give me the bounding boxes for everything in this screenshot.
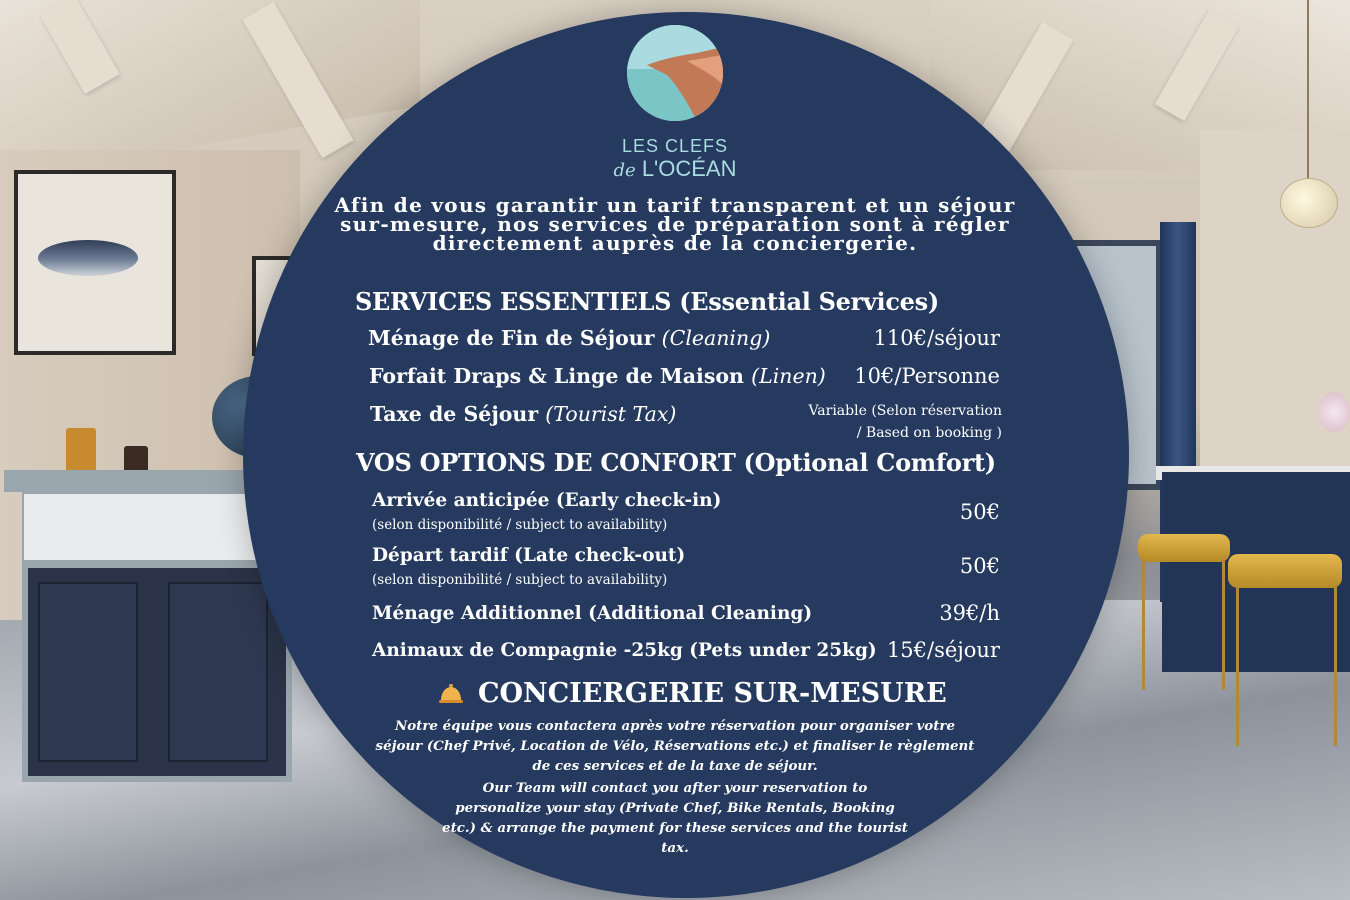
concierge-title: CONCIERGERIE SUR-MESURE (478, 678, 947, 709)
option-late-checkout: Départ tardif (Late check-out) (372, 545, 686, 566)
option-early-checkin: Arrivée anticipée (Early check-in) (372, 490, 722, 511)
concierge-heading (438, 678, 947, 709)
price-tax-line1: Variable (Selon réservation (808, 403, 1002, 419)
option-note: (selon disponibilité / subject to availability) (372, 572, 668, 588)
essential-item-tax (370, 402, 676, 426)
logo-text-top: LES CLEFS (621, 136, 729, 156)
concierge-text-fr: Notre équipe vous contactera après votre réservation pour organiser votre séjour (Chef Privé, Location de Vélo, Réservations etc.) et finaliser le règlement de ces services et de la taxe de séjour. (375, 718, 975, 774)
logo-text-bottom (575, 156, 775, 182)
essential-item-cleaning (368, 326, 770, 350)
price-pets: 15€/séjour (886, 638, 1000, 662)
price-cleaning: 110€/séjour (873, 326, 1000, 350)
essentials-heading: SERVICES ESSENTIELS (Essential Services) (355, 287, 939, 316)
price-late-checkout: 50€ (959, 554, 1000, 578)
item-label-en: (Tourist Tax) (545, 402, 677, 426)
price-early-checkin: 50€ (959, 500, 1000, 524)
price-linen: 10€/Personne (854, 364, 1000, 388)
option-additional-cleaning: Ménage Additionnel (Additional Cleaning) (372, 603, 813, 624)
item-label: Forfait Draps & Linge de Maison (369, 364, 744, 388)
item-label-en: (Linen) (751, 364, 826, 388)
item-label-en: (Cleaning) (661, 326, 771, 350)
logo-text-de: de (613, 160, 636, 181)
price-additional-cleaning: 39€/h (939, 601, 1000, 625)
concierge-text-en: Our Team will contact you after your reservation to personalize your stay (Private Chef, Bike Rentals, Booking etc.) & arrange the payment for these services and the tourist tax. (442, 780, 908, 856)
bell-icon (438, 681, 464, 703)
price-tax (808, 400, 1002, 444)
item-label: Taxe de Séjour (370, 402, 539, 426)
price-tax-line2: / Based on booking ) (856, 425, 1002, 441)
option-pets: Animaux de Compagnie -25kg (Pets under 25kg) (372, 640, 877, 661)
logo-text-ocean: L'OCÉAN (641, 156, 737, 181)
essential-item-linen (369, 364, 826, 388)
item-label: Ménage de Fin de Séjour (368, 326, 655, 350)
logo-icon (627, 25, 723, 121)
options-heading: VOS OPTIONS DE CONFORT (Optional Comfort) (356, 448, 996, 477)
option-note: (selon disponibilité / subject to availability) (372, 517, 668, 533)
intro-text: Afin de vous garantir un tarif transparent et un séjour sur-mesure, nos services de préparation sont à régler directement auprès de la conciergerie. (334, 193, 1016, 255)
